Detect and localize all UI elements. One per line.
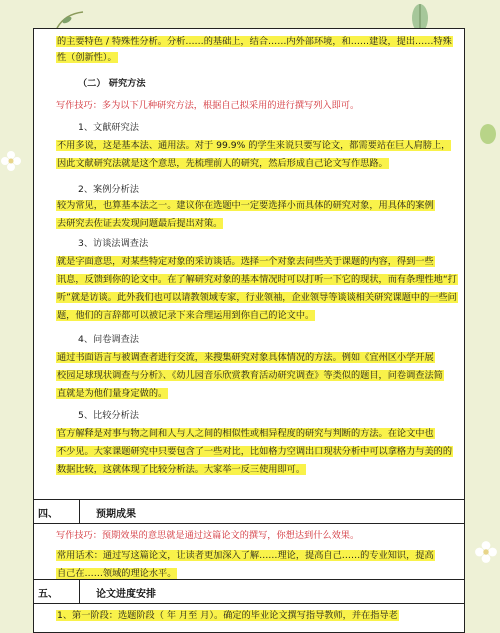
- text-line: 3、访谈法调查法: [78, 238, 149, 249]
- leaf-icon: [476, 120, 500, 150]
- text-line: 就是字面意思，对某些特定对象的采访谈话。选择一个对象去问些关于课题的内容，得到一些: [57, 256, 434, 267]
- divider: [34, 579, 464, 580]
- divider: [34, 499, 464, 500]
- text-line: 1、文献研究法: [78, 122, 139, 133]
- text-line: 的主要特色 / 特殊性分析。分析……的基础上，结合……内外部环境，和……建设，提出……特殊: [57, 36, 452, 47]
- text-line: 4、问卷调查法: [78, 334, 139, 345]
- text-line: 自己在……领域的理论水平。: [57, 568, 177, 579]
- divider: [79, 579, 80, 603]
- text-line: 讯息，反馈到你的论文中。在了解研究对象的基本情况时可以打听一下它的现状，而有条理性地“打: [57, 274, 457, 285]
- text-line: 数据比较，这就体现了比较分析法。大家举一反三使用即可。: [57, 464, 306, 475]
- text-line: 5、比较分析法: [78, 410, 139, 421]
- section-5-title: 论文进度安排: [96, 589, 156, 600]
- text-line: 校园足球现状调查与分析》、《幼儿园音乐欣赏教育活动研究调查》等类似的题目，问卷调查法简: [57, 370, 443, 381]
- text-line: 因此文献研究法就是这个意思，先梳理前人的研究，然后形成自己论文写作思路。: [57, 158, 388, 169]
- text-line: 去研究去佐证去发现问题最后提出对策。: [57, 218, 223, 229]
- flower-icon: [474, 540, 498, 564]
- text-line: 直就是为他们量身定做的。: [57, 388, 168, 399]
- flower-icon: [0, 150, 22, 172]
- text-line: 通过书面语言与被调查者进行交流，来搜集研究对象具体情况的方法。例如《宜州区小学开展: [57, 352, 434, 363]
- text-line: 不用多说，这是基本法、通用法。对于 99.9% 的学生来说只要写论文，都需要站在巨人肩膀上，: [57, 140, 451, 151]
- text-line: 题，他们的言辞都可以被记录下来合理运用到你自己的论文中。: [57, 310, 315, 321]
- text-line: 2、案例分析法: [78, 184, 139, 195]
- text-line: 不少见。大家课题研究中只要包含了一些对比，比如格力空调出口现状分析中可以拿格力与美的的: [57, 446, 453, 457]
- text-line: 写作技巧：多为以下几种研究方法，根据自己拟采用的进行撰写列入即可。: [56, 100, 360, 111]
- section-4-number: 四、: [38, 509, 58, 520]
- text-line: （二） 研究方法: [78, 78, 146, 89]
- text-line: 较为常见，也算基本法之一。建议你在选题中一定要选择小而具体的研究对象，用具体的案例: [57, 200, 434, 211]
- text-line: 听”就是访谈。此外我们也可以请教领域专家，行业领袖，企业领导等谈谈相关研究课题中的一些问: [57, 292, 457, 303]
- section-5-number: 五、: [38, 589, 58, 600]
- text-line: 写作技巧：预期效果的意思就是通过这篇论文的撰写，你想达到什么效果。: [56, 530, 360, 541]
- text-line: 官方解释是对事与物之间和人与人之间的相似性或相异程度的研究与判断的方法。在论文中也: [57, 428, 434, 439]
- document-page: [33, 28, 465, 633]
- text-line: 常用话术：通过写这篇论文，让读者更加深入了解……理论，提高自己……的专业知识，提高: [57, 550, 434, 561]
- text-line: 1、第一阶段：选题阶段（ 年 月至 月）。确定的毕业论文撰写指导教师，并在指导老: [57, 610, 398, 621]
- text-line: 性（创新性）。: [57, 52, 117, 63]
- divider: [34, 523, 464, 524]
- divider: [34, 603, 464, 604]
- section-4-title: 预期成果: [96, 509, 136, 520]
- divider: [79, 499, 80, 523]
